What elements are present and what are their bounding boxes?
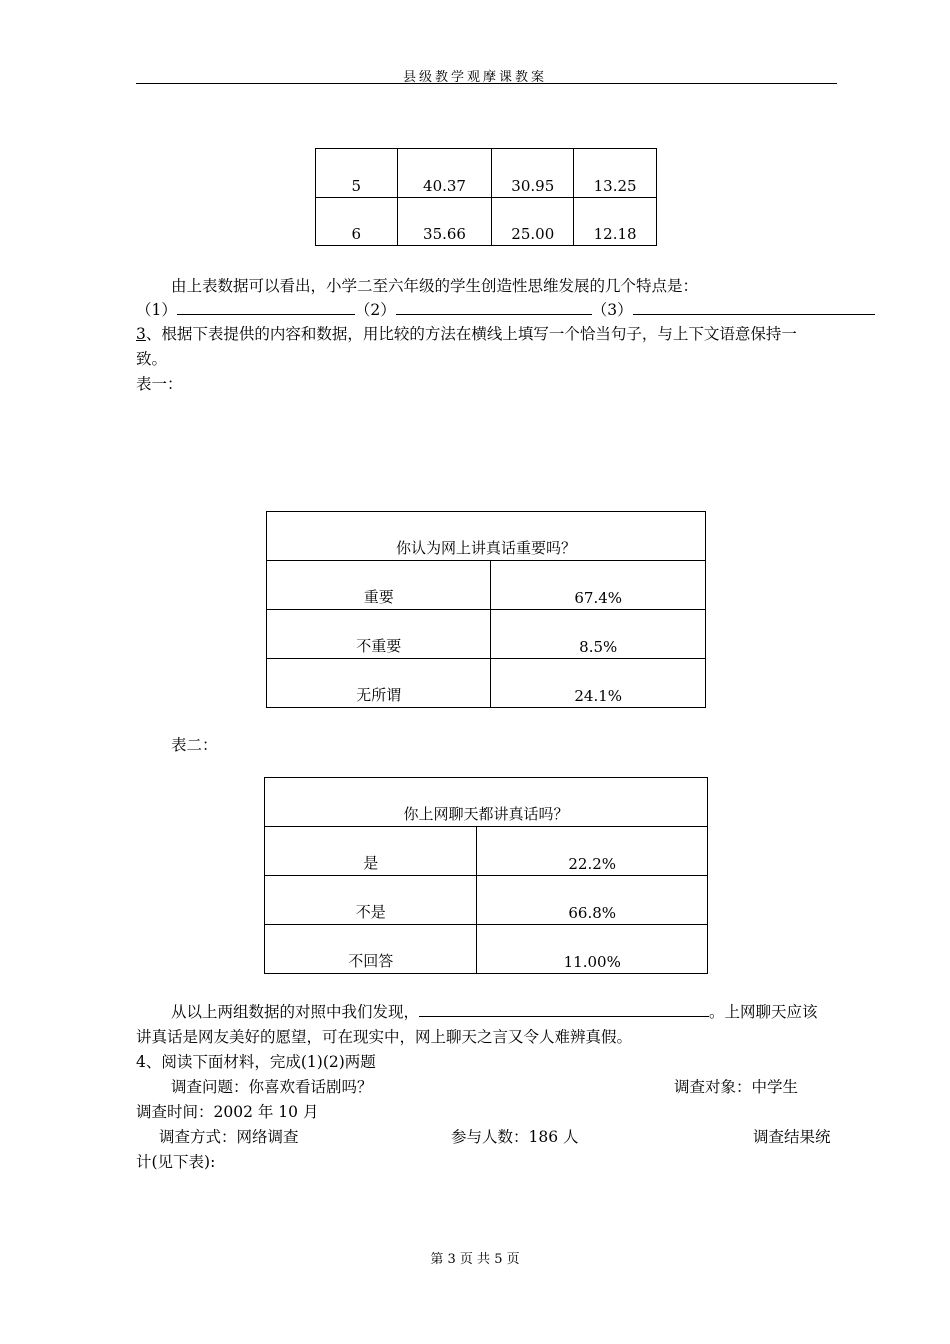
table-cell: 5 [316, 149, 398, 198]
table-title: 你认为网上讲真话重要吗？ [267, 512, 706, 561]
table-cell: 无所谓 [267, 659, 491, 708]
conclusion-suffix: 。上网聊天应该 [709, 1003, 818, 1021]
table-cell: 8.5% [491, 610, 706, 659]
q3-text-continued: 致。 [136, 350, 168, 368]
q3-conclusion [171, 1000, 818, 1022]
table-cell: 不重要 [267, 610, 491, 659]
table-row [316, 149, 657, 198]
table-cell: 25.00 [492, 198, 574, 246]
q3-conclusion-line2: 讲真话是网友美好的愿望，可在现实中，网上聊天之言又令人难辨真假。 [136, 1028, 633, 1046]
page-number: 第 3 页 共 5 页 [430, 1252, 520, 1267]
conclusion-blank[interactable] [419, 1001, 709, 1017]
survey-table-1 [266, 511, 706, 708]
table2-label: 表二： [171, 736, 218, 754]
q4-title: 4、阅读下面材料，完成(1)(2)两题 [136, 1053, 376, 1071]
q4-question: 调查问题：你喜欢看话剧吗？ [171, 1078, 373, 1096]
q4-subject: 调查对象：中学生 [674, 1078, 799, 1096]
q4-result-continued: 计(见下表): [136, 1153, 216, 1171]
table-row [316, 198, 657, 246]
table-cell: 是 [265, 827, 477, 876]
table-cell: 12.18 [574, 198, 657, 246]
table-row [265, 827, 708, 876]
table-cell: 67.4% [491, 561, 706, 610]
survey-table-2 [264, 777, 708, 974]
page-header-title: 县级教学观摩课教案 [402, 70, 547, 85]
blank-label-2: （2） [354, 301, 396, 319]
table-row [267, 561, 706, 610]
table-cell: 11.00% [477, 925, 708, 974]
table-cell: 40.37 [397, 149, 492, 198]
q3-number: 3 [136, 325, 146, 343]
blank-label-3: （3） [591, 301, 633, 319]
table-cell: 6 [316, 198, 398, 246]
table-header-row [267, 512, 706, 561]
table-cell: 不是 [265, 876, 477, 925]
q2-blanks-row [136, 298, 875, 320]
table-cell: 30.95 [492, 149, 574, 198]
table-cell: 35.66 [397, 198, 492, 246]
table-title: 你上网聊天都讲真话吗？ [265, 778, 708, 827]
score-table [315, 148, 657, 246]
q4-time: 调查时间：2002 年 10 月 [136, 1103, 319, 1121]
conclusion-prefix: 从以上两组数据的对照中我们发现， [171, 1003, 420, 1021]
q3-instruction [136, 322, 797, 344]
table-cell: 不回答 [265, 925, 477, 974]
q4-result: 调查结果统 [753, 1128, 831, 1146]
answer-blank-2[interactable] [396, 299, 592, 315]
table-cell: 22.2% [477, 827, 708, 876]
q2-statement: 由上表数据可以看出，小学二至六年级的学生创造性思维发展的几个特点是： [171, 277, 699, 295]
table-row [265, 925, 708, 974]
table-cell: 66.8% [477, 876, 708, 925]
table-cell: 24.1% [491, 659, 706, 708]
table-row [267, 610, 706, 659]
header-rule [136, 83, 837, 84]
q4-method: 调查方式：网络调查 [159, 1128, 299, 1146]
q4-participants: 参与人数：186 人 [451, 1128, 579, 1146]
table-cell: 13.25 [574, 149, 657, 198]
table-cell: 重要 [267, 561, 491, 610]
table-row [265, 876, 708, 925]
table1-label: 表一： [136, 375, 183, 393]
q3-text: 、根据下表提供的内容和数据，用比较的方法在横线上填写一个恰当句子，与上下文语意保持一 [145, 325, 797, 343]
answer-blank-3[interactable] [633, 299, 875, 315]
blank-label-1: （1） [136, 301, 177, 319]
table-header-row [265, 778, 708, 827]
table-row [267, 659, 706, 708]
answer-blank-1[interactable] [177, 299, 355, 315]
